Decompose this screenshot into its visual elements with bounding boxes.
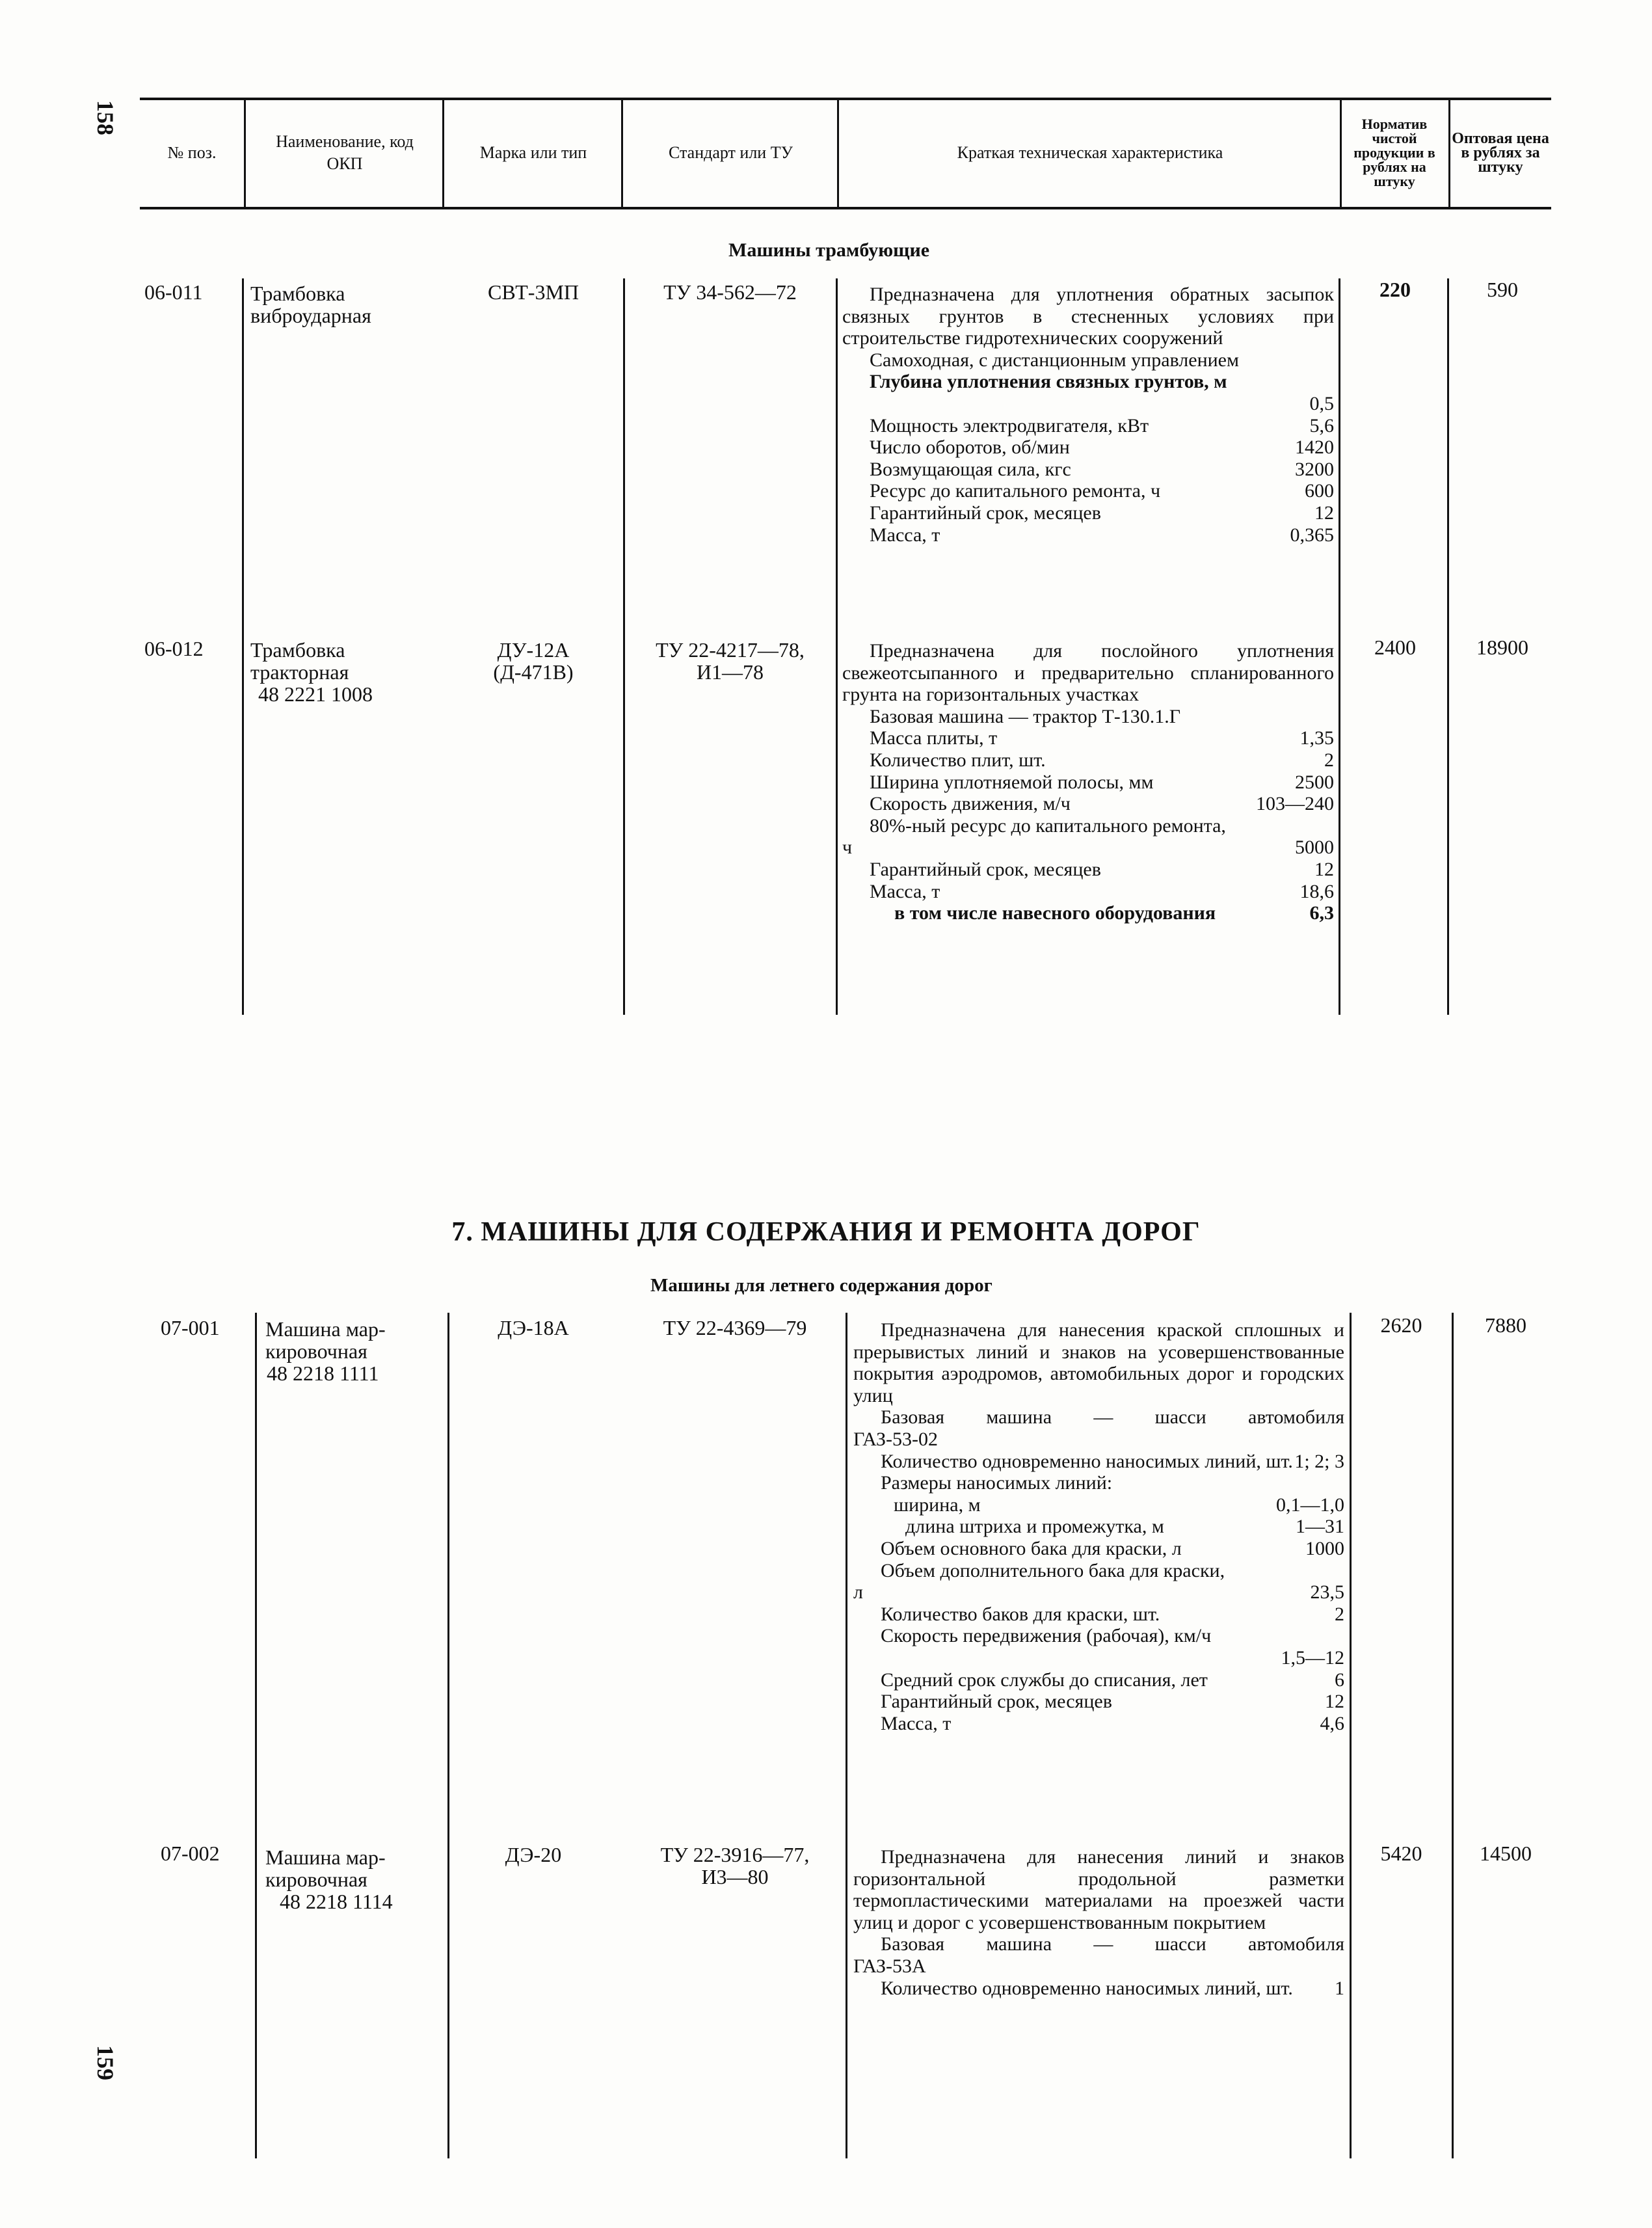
param-label: Базовая машина — шасси автомобиля bbox=[881, 1933, 1344, 1955]
description-intro: Предназначена для уплотнения обратных засыпок связных грунтов в стесненных условиях при строительстве гидротехнических сооружений bbox=[842, 284, 1334, 349]
item-description bbox=[853, 1846, 1344, 1999]
item-pos: 07-001 bbox=[161, 1316, 220, 1339]
item-norm: 220 bbox=[1379, 278, 1411, 301]
item-name: Трамбовка тракторная 48 2221 1008 bbox=[250, 638, 373, 706]
param-value: ГАЗ-53А bbox=[853, 1955, 926, 1977]
param-value: 1; 2; 3 bbox=[1294, 1450, 1344, 1472]
item-standard: ТУ 22-3916—77, И3—80 bbox=[660, 1843, 810, 1888]
param-row: Масса, т 18,6 bbox=[870, 880, 1334, 902]
group-title-rammers: Машины трамбующие bbox=[728, 239, 930, 261]
column-divider bbox=[846, 1313, 847, 2158]
param-row: Гарантийный срок, месяцев 12 bbox=[881, 1691, 1344, 1713]
header-divider bbox=[1340, 99, 1342, 208]
param-row: Ресурс до капитального ремонта, ч 600 bbox=[870, 480, 1334, 502]
description-note: Самоходная, с дистанционным управлением bbox=[870, 349, 1239, 371]
item-price: 7880 bbox=[1485, 1313, 1526, 1337]
item-description bbox=[853, 1319, 1344, 1734]
column-divider bbox=[836, 278, 838, 1015]
header-divider bbox=[1448, 99, 1450, 208]
param-row: ч 5000 bbox=[842, 837, 1334, 859]
param-row: Масса плиты, т 1,35 bbox=[870, 727, 1334, 749]
column-divider bbox=[255, 1313, 257, 2158]
item-standard: ТУ 22-4369—79 bbox=[663, 1316, 807, 1339]
param-row: Количество баков для краски, шт. 2 bbox=[881, 1603, 1344, 1625]
param-label: Глубина уплотнения связных грунтов, м bbox=[870, 371, 1227, 393]
param-label: Количество одновременно наносимых линий, шт. bbox=[881, 1977, 1293, 1999]
item-name: Трамбовка виброударная bbox=[250, 282, 371, 327]
param-row: в том числе навесного оборудования 6,3 bbox=[894, 902, 1334, 924]
param-row: Мощность электродвигателя, кВт 5,6 bbox=[870, 414, 1334, 436]
param-label: Скорость передвижения (рабочая), км/ч bbox=[881, 1625, 1212, 1647]
param-row: Объем основного бака для краски, л 1000 bbox=[881, 1537, 1344, 1559]
page-number-bottom: 159 bbox=[92, 2045, 118, 2080]
param-row: Средний срок службы до списания, лет 6 bbox=[881, 1669, 1344, 1691]
item-norm: 2400 bbox=[1374, 636, 1416, 659]
description-intro: Предназначена для нанесения линий и знаков горизонтальной продольной разметки термопластическими материалами на проезжей части улиц и дорог с усовершенствованным покрытием bbox=[853, 1846, 1344, 1933]
column-divider bbox=[1452, 1313, 1454, 2158]
param-value: 1,5—12 bbox=[1281, 1646, 1344, 1669]
header-pos: № поз. bbox=[167, 143, 217, 162]
param-value: 0,5 bbox=[1309, 392, 1334, 414]
item-mark: ДЭ-18А bbox=[498, 1316, 569, 1339]
param-row: Число оборотов, об/мин 1420 bbox=[870, 436, 1334, 459]
param-label: Количество одновременно наносимых линий, шт. bbox=[881, 1450, 1293, 1472]
column-divider bbox=[242, 278, 244, 1015]
header-mark: Марка или тип bbox=[479, 143, 587, 162]
param-value: 1 bbox=[1335, 1977, 1344, 1999]
param-row: Масса, т 4,6 bbox=[881, 1712, 1344, 1734]
item-mark: ДУ-12А (Д-471В) bbox=[493, 638, 574, 684]
header-name: Наименование, код ОКП bbox=[276, 132, 414, 173]
param-row: л 23,5 bbox=[853, 1581, 1344, 1604]
column-divider bbox=[1350, 1313, 1352, 2158]
header-divider bbox=[244, 99, 246, 208]
param-label: Базовая машина — шасси автомобиля bbox=[881, 1406, 1344, 1429]
param-row: Базовая машина — трактор Т-130.1.Г bbox=[870, 705, 1181, 727]
item-name: Машина мар- кировочная 48 2218 1111 bbox=[265, 1317, 386, 1385]
header-price: Оптовая цена в рублях за штуку bbox=[1452, 130, 1549, 176]
item-price: 18900 bbox=[1476, 636, 1528, 659]
item-standard: ТУ 22-4217—78, И1—78 bbox=[656, 638, 805, 684]
description-intro: Предназначена для нанесения краской сплошных и прерывистых линий и знаков на усовершенствованные покрытия аэродромов, автомобильных дорог и городских улиц bbox=[853, 1319, 1344, 1406]
param-row: Количество плит, шт. 2 bbox=[870, 749, 1334, 771]
item-price: 14500 bbox=[1480, 1842, 1532, 1865]
param-row: длина штриха и промежутка, м 1—31 bbox=[905, 1516, 1344, 1538]
item-norm: 5420 bbox=[1380, 1842, 1422, 1865]
param-row: Гарантийный срок, месяцев 12 bbox=[870, 502, 1334, 524]
param-row: Масса, т 0,365 bbox=[870, 524, 1334, 546]
section-title: 7. МАШИНЫ ДЛЯ СОДЕРЖАНИЯ И РЕМОНТА ДОРОГ bbox=[451, 1217, 1201, 1247]
param-label: Размеры наносимых линий: bbox=[881, 1472, 1113, 1494]
description-intro: Предназначена для послойного уплотнения свежеотсыпанного и предварительно спланированного грунта на горизонтальных участках bbox=[842, 640, 1334, 706]
item-mark: СВТ-3МП bbox=[487, 280, 580, 304]
param-row: Возмущающая сила, кгс 3200 bbox=[870, 458, 1334, 480]
column-divider bbox=[447, 1313, 449, 2158]
item-name: Машина мар- кировочная 48 2218 1114 bbox=[265, 1845, 393, 1913]
item-pos: 06-012 bbox=[144, 637, 204, 660]
column-divider bbox=[1339, 278, 1340, 1015]
param-label: 80%-ный ресурс до капитального ремонта, bbox=[870, 814, 1226, 837]
item-price: 590 bbox=[1487, 278, 1518, 301]
section-subtitle: Машины для летнего содержания дорог bbox=[650, 1275, 993, 1296]
item-pos: 06-011 bbox=[144, 280, 203, 304]
header-standard: Стандарт или ТУ bbox=[668, 143, 793, 162]
item-standard: ТУ 34-562—72 bbox=[663, 280, 797, 304]
param-row: ширина, м 0,1—1,0 bbox=[894, 1494, 1344, 1516]
item-description bbox=[842, 284, 1334, 546]
header-norm: Норматив чистой продукции в рублях на штуку bbox=[1353, 116, 1435, 189]
column-divider bbox=[623, 278, 625, 1015]
param-row: Ширина уплотняемой полосы, мм 2500 bbox=[870, 771, 1334, 793]
header-divider bbox=[442, 99, 444, 208]
item-mark: ДЭ-20 bbox=[505, 1843, 562, 1866]
param-row: Скорость движения, м/ч 103—240 bbox=[870, 793, 1334, 815]
param-value: ГАЗ-53-02 bbox=[853, 1428, 939, 1450]
param-row: Гарантийный срок, месяцев 12 bbox=[870, 858, 1334, 880]
header-spec: Краткая техническая характеристика bbox=[957, 143, 1223, 162]
header-divider bbox=[621, 99, 623, 208]
column-divider bbox=[1447, 278, 1449, 1015]
header-divider bbox=[837, 99, 839, 208]
item-pos: 07-002 bbox=[161, 1842, 220, 1865]
param-label: Объем дополнительного бака для краски, bbox=[881, 1559, 1225, 1581]
item-description bbox=[842, 640, 1334, 924]
item-norm: 2620 bbox=[1380, 1313, 1422, 1337]
page-number-top: 158 bbox=[92, 100, 118, 135]
